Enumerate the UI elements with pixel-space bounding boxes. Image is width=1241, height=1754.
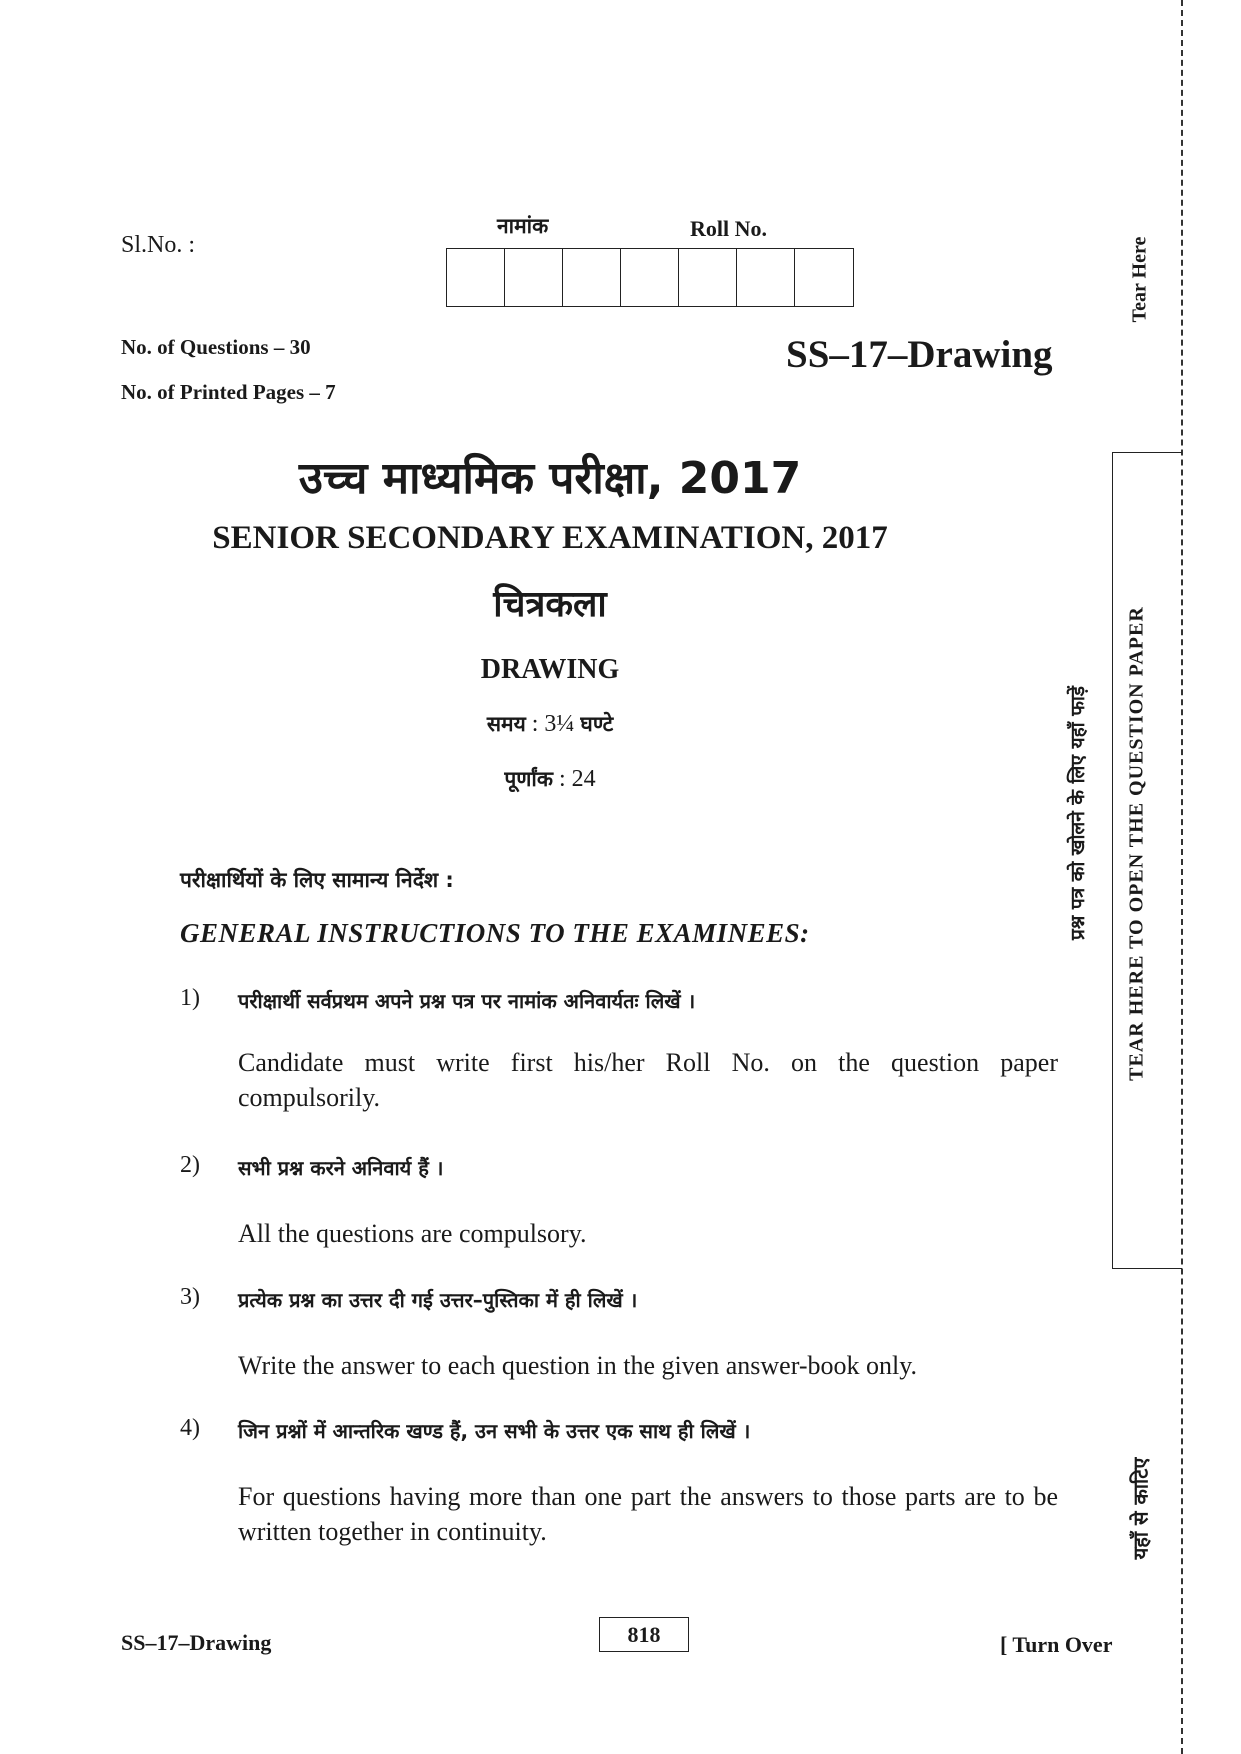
time-label: समय [486, 712, 526, 736]
roll-number-label: Roll No. [690, 216, 767, 241]
roll-box[interactable] [447, 249, 505, 306]
instructions-heading-hindi: परीक्षार्थियों के लिए सामान्य निर्देश : [180, 868, 454, 892]
roll-box[interactable] [795, 249, 853, 306]
cut-here-label-hindi: यहाँ से काटिए [1128, 1457, 1153, 1560]
tear-instruction-hindi: प्रश्न पत्र को खोलने के लिए यहाँ फाड़ें [1067, 686, 1089, 940]
roll-box[interactable] [563, 249, 621, 306]
marks-label: पूर्णांक [504, 767, 553, 791]
roll-box[interactable] [621, 249, 679, 306]
tear-instruction: TEAR HERE TO OPEN THE QUESTION PAPER [1125, 606, 1148, 1081]
instruction-hindi: प्रत्येक प्रश्न का उत्तर दी गई उत्तर–पुस्तिका में ही लिखें । [238, 1288, 638, 1312]
roll-box[interactable] [737, 249, 795, 306]
tear-here-label: Tear Here [1128, 236, 1151, 323]
time-allowed [0, 710, 1100, 738]
time-value: : 3¼ [531, 711, 575, 737]
roll-number-boxes [446, 248, 854, 307]
subject-title: DRAWING [480, 654, 620, 685]
marks-value: : 24 [559, 766, 596, 792]
instruction-number: 1) [180, 985, 200, 1011]
instruction-hindi: सभी प्रश्न करने अनिवार्य हैं । [238, 1156, 444, 1180]
instruction-english: All the questions are compulsory. [238, 1219, 587, 1248]
number-of-questions: No. of Questions – 30 [121, 335, 311, 359]
maximum-marks [0, 765, 1100, 793]
subject-title-hindi: चित्रकला [493, 584, 607, 625]
instruction-hindi: परीक्षार्थी सर्वप्रथम अपने प्रश्न पत्र पर नामांक अनिवार्यतः लिखें । [238, 989, 696, 1013]
time-unit: घण्टे [580, 712, 614, 736]
instruction-english: For questions having more than one part the answers to those parts are to be written together in continuity. [238, 1482, 1058, 1546]
instruction-number: 2) [180, 1152, 200, 1178]
roll-number-label-hindi: नामांक [497, 214, 549, 238]
instruction-number: 4) [180, 1415, 200, 1441]
turn-over-note: [ Turn Over [1000, 1632, 1113, 1657]
number-of-pages: No. of Printed Pages – 7 [121, 380, 336, 404]
instruction-number: 3) [180, 1284, 200, 1310]
instruction-english: Write the answer to each question in the given answer-book only. [238, 1351, 918, 1380]
roll-box[interactable] [505, 249, 563, 306]
serial-number-label: Sl.No. : [121, 232, 196, 258]
exam-title: SENIOR SECONDARY EXAMINATION, 2017 [212, 520, 888, 556]
instruction-english: Candidate must write first his/her Roll No. on the question paper compulsorily. [238, 1048, 1058, 1112]
instruction-hindi: जिन प्रश्नों में आन्तरिक खण्ड हैं, उन सभी के उत्तर एक साथ ही लिखें । [238, 1419, 751, 1443]
roll-box[interactable] [679, 249, 737, 306]
instructions-heading: GENERAL INSTRUCTIONS TO THE EXAMINEES: [180, 918, 810, 948]
exam-title-hindi: उच्च माध्यमिक परीक्षा, 2017 [298, 453, 802, 504]
page-number: 818 [599, 1617, 689, 1652]
footer-paper-code: SS–17–Drawing [121, 1630, 272, 1655]
paper-code: SS–17–Drawing [786, 333, 1053, 376]
